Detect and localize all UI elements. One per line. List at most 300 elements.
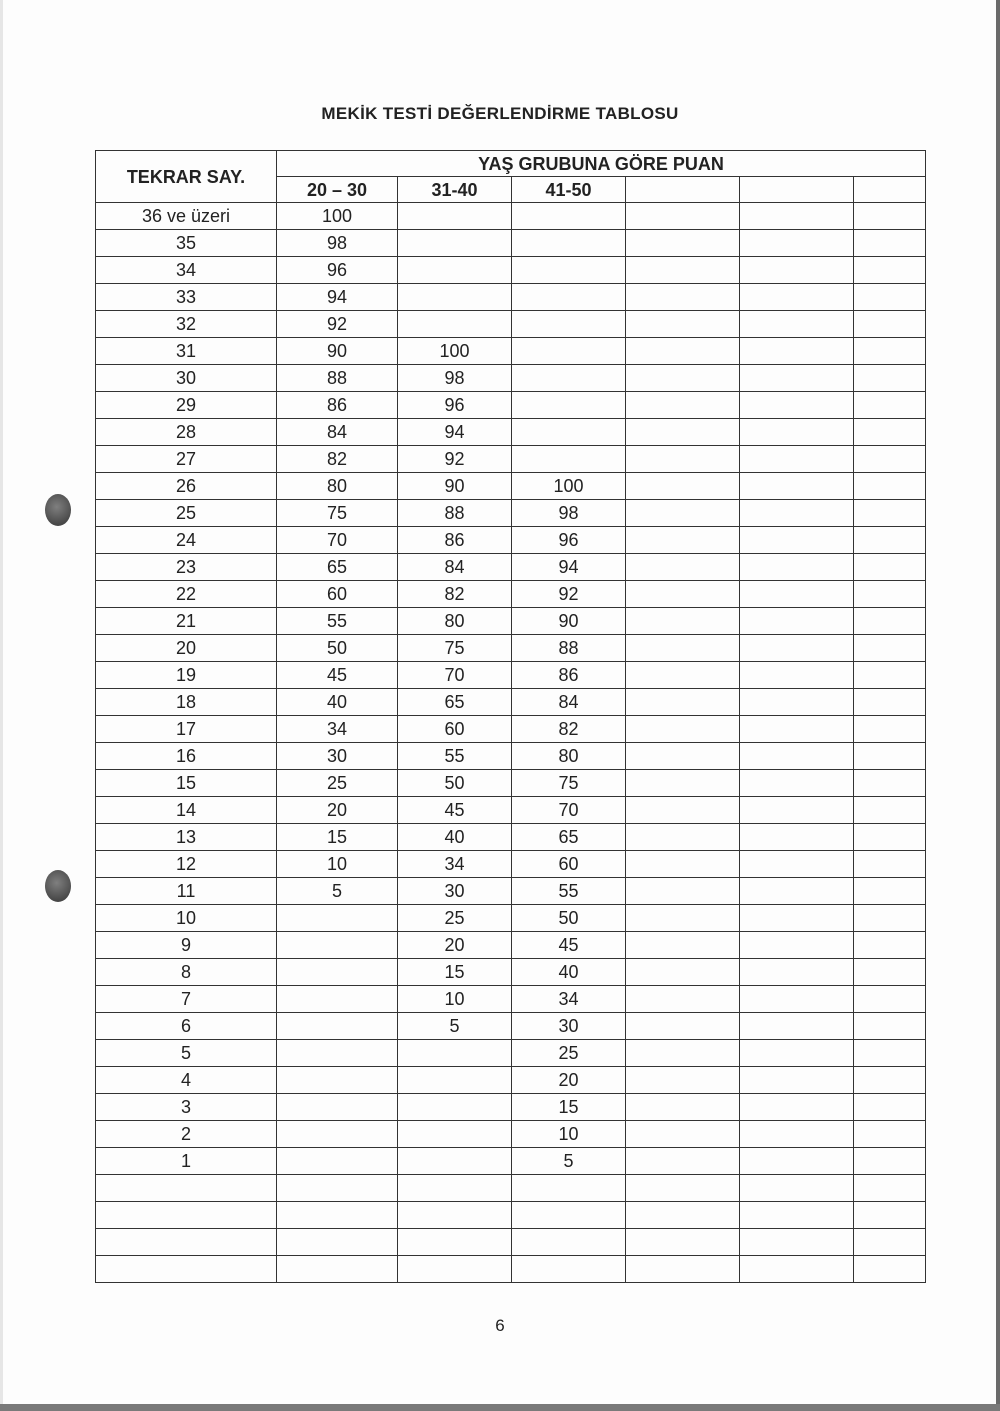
repetition-cell	[96, 1202, 277, 1229]
table-row	[96, 905, 926, 932]
score-cell: 40	[398, 824, 512, 851]
repetition-cell: 19	[96, 662, 277, 689]
repetition-cell: 33	[96, 284, 277, 311]
score-cell: 92	[277, 311, 398, 338]
score-cell	[512, 230, 626, 257]
table-row	[96, 257, 926, 284]
score-cell: 25	[277, 770, 398, 797]
score-cell	[740, 1175, 854, 1202]
score-cell	[512, 1175, 626, 1202]
score-cell: 80	[512, 743, 626, 770]
score-cell: 94	[512, 554, 626, 581]
score-cell	[398, 284, 512, 311]
score-cell	[626, 743, 740, 770]
table-row	[96, 581, 926, 608]
score-cell	[277, 1202, 398, 1229]
score-cell: 60	[398, 716, 512, 743]
score-cell: 88	[512, 635, 626, 662]
score-cell: 60	[512, 851, 626, 878]
score-cell	[740, 257, 854, 284]
score-cell	[740, 365, 854, 392]
score-cell	[740, 230, 854, 257]
score-cell	[512, 392, 626, 419]
score-cell	[854, 743, 926, 770]
score-cell	[854, 230, 926, 257]
score-cell: 30	[398, 878, 512, 905]
repetition-cell: 34	[96, 257, 277, 284]
score-cell: 10	[398, 986, 512, 1013]
score-cell	[512, 419, 626, 446]
table-row	[96, 1040, 926, 1067]
table-row	[96, 959, 926, 986]
score-cell	[854, 257, 926, 284]
score-cell	[626, 851, 740, 878]
table-row	[96, 554, 926, 581]
score-cell	[854, 1040, 926, 1067]
score-cell	[740, 284, 854, 311]
score-cell	[740, 851, 854, 878]
score-cell: 82	[398, 581, 512, 608]
score-cell	[854, 1229, 926, 1256]
score-cell: 30	[277, 743, 398, 770]
repetition-cell: 12	[96, 851, 277, 878]
score-cell: 94	[277, 284, 398, 311]
page-title: MEKİK TESTİ DEĞERLENDİRME TABLOSU	[321, 104, 679, 123]
table-row	[96, 338, 926, 365]
score-cell: 34	[398, 851, 512, 878]
score-cell	[740, 1067, 854, 1094]
repetition-cell	[96, 1229, 277, 1256]
table-row	[96, 446, 926, 473]
score-cell	[854, 959, 926, 986]
score-cell	[740, 959, 854, 986]
repetition-cell: 23	[96, 554, 277, 581]
score-cell: 34	[277, 716, 398, 743]
score-cell	[854, 446, 926, 473]
score-cell: 40	[512, 959, 626, 986]
score-cell	[626, 1094, 740, 1121]
score-cell: 80	[277, 473, 398, 500]
table-row	[96, 365, 926, 392]
score-cell	[398, 1256, 512, 1283]
score-cell	[398, 311, 512, 338]
score-cell	[740, 770, 854, 797]
score-cell: 75	[398, 635, 512, 662]
score-cell	[740, 986, 854, 1013]
score-cell	[626, 986, 740, 1013]
repetition-cell: 14	[96, 797, 277, 824]
score-cell	[740, 527, 854, 554]
score-cell	[854, 527, 926, 554]
score-cell	[626, 1121, 740, 1148]
score-cell: 20	[398, 932, 512, 959]
score-cell	[277, 1094, 398, 1121]
score-cell	[626, 473, 740, 500]
score-cell: 70	[398, 662, 512, 689]
score-cell	[740, 1013, 854, 1040]
score-cell	[277, 1229, 398, 1256]
score-cell	[512, 338, 626, 365]
score-cell: 70	[277, 527, 398, 554]
score-cell	[854, 824, 926, 851]
score-cell	[854, 770, 926, 797]
score-cell: 100	[277, 203, 398, 230]
score-cell: 86	[277, 392, 398, 419]
score-cell	[626, 1175, 740, 1202]
score-cell	[854, 554, 926, 581]
repetition-cell: 4	[96, 1067, 277, 1094]
score-cell	[398, 1067, 512, 1094]
score-cell: 86	[398, 527, 512, 554]
score-cell	[854, 1094, 926, 1121]
score-cell: 34	[512, 986, 626, 1013]
repetition-cell: 3	[96, 1094, 277, 1121]
score-cell	[854, 1256, 926, 1283]
repetition-cell: 32	[96, 311, 277, 338]
table-row	[96, 797, 926, 824]
score-cell	[854, 311, 926, 338]
score-cell	[398, 1148, 512, 1175]
repetition-cell: 1	[96, 1148, 277, 1175]
table-row	[96, 770, 926, 797]
score-cell	[740, 392, 854, 419]
score-cell	[740, 905, 854, 932]
table-row	[96, 635, 926, 662]
score-cell	[854, 716, 926, 743]
score-cell	[626, 365, 740, 392]
score-cell	[854, 1067, 926, 1094]
score-cell	[277, 959, 398, 986]
score-cell	[740, 1229, 854, 1256]
score-cell	[626, 824, 740, 851]
repetition-cell: 22	[96, 581, 277, 608]
score-cell	[626, 284, 740, 311]
score-cell	[854, 797, 926, 824]
score-cell	[854, 203, 926, 230]
table-row	[96, 608, 926, 635]
score-cell: 96	[398, 392, 512, 419]
score-cell	[740, 635, 854, 662]
score-cell	[277, 1121, 398, 1148]
score-cell	[740, 1202, 854, 1229]
score-cell	[854, 608, 926, 635]
table-row	[96, 473, 926, 500]
score-cell	[740, 716, 854, 743]
table-row	[96, 1121, 926, 1148]
score-cell: 75	[277, 500, 398, 527]
score-cell	[398, 1040, 512, 1067]
age-column-6	[854, 177, 926, 203]
repetition-cell: 20	[96, 635, 277, 662]
age-column-4	[626, 177, 740, 203]
score-cell	[626, 1067, 740, 1094]
repetition-cell: 36 ve üzeri	[96, 203, 277, 230]
repetition-cell: 27	[96, 446, 277, 473]
score-cell	[740, 824, 854, 851]
table-row	[96, 230, 926, 257]
score-cell: 86	[512, 662, 626, 689]
score-cell	[740, 473, 854, 500]
repetition-cell: 16	[96, 743, 277, 770]
score-cell	[512, 1202, 626, 1229]
score-cell	[854, 338, 926, 365]
score-cell	[398, 1202, 512, 1229]
score-cell	[740, 446, 854, 473]
repetition-cell: 15	[96, 770, 277, 797]
score-cell	[626, 311, 740, 338]
score-cell	[740, 338, 854, 365]
score-cell	[626, 1229, 740, 1256]
score-cell	[626, 392, 740, 419]
score-cell	[626, 959, 740, 986]
score-cell: 65	[512, 824, 626, 851]
evaluation-table	[95, 150, 926, 1283]
score-cell	[626, 662, 740, 689]
score-cell: 96	[512, 527, 626, 554]
repetition-cell: 24	[96, 527, 277, 554]
score-cell	[854, 986, 926, 1013]
score-cell	[398, 203, 512, 230]
score-cell	[512, 203, 626, 230]
score-cell	[512, 1229, 626, 1256]
score-cell	[626, 446, 740, 473]
score-cell	[626, 1040, 740, 1067]
table-row	[96, 284, 926, 311]
score-cell	[854, 284, 926, 311]
score-cell: 45	[277, 662, 398, 689]
table-row	[96, 311, 926, 338]
score-cell: 50	[398, 770, 512, 797]
score-cell	[512, 311, 626, 338]
score-cell	[626, 203, 740, 230]
age-column-1: 20 – 30	[277, 177, 398, 203]
score-cell: 65	[398, 689, 512, 716]
score-cell	[740, 878, 854, 905]
score-cell: 20	[277, 797, 398, 824]
score-cell: 100	[398, 338, 512, 365]
table-row	[96, 743, 926, 770]
score-cell: 90	[277, 338, 398, 365]
score-cell	[740, 1094, 854, 1121]
score-cell	[398, 1121, 512, 1148]
score-cell	[740, 311, 854, 338]
score-cell	[854, 1202, 926, 1229]
score-cell	[854, 473, 926, 500]
table-row	[96, 203, 926, 230]
score-cell	[854, 851, 926, 878]
repetition-cell: 9	[96, 932, 277, 959]
score-cell: 25	[398, 905, 512, 932]
score-cell	[854, 662, 926, 689]
score-cell: 75	[512, 770, 626, 797]
score-cell	[626, 1202, 740, 1229]
score-cell: 82	[277, 446, 398, 473]
score-cell	[277, 986, 398, 1013]
score-cell: 60	[277, 581, 398, 608]
score-cell: 15	[398, 959, 512, 986]
repetition-cell: 5	[96, 1040, 277, 1067]
score-cell: 15	[277, 824, 398, 851]
score-cell: 30	[512, 1013, 626, 1040]
table-row	[96, 986, 926, 1013]
punch-hole-bottom	[45, 870, 71, 902]
score-cell: 5	[277, 878, 398, 905]
score-cell: 98	[277, 230, 398, 257]
score-cell: 100	[512, 473, 626, 500]
score-cell: 5	[398, 1013, 512, 1040]
score-cell: 92	[512, 581, 626, 608]
table-row	[96, 1175, 926, 1202]
score-cell: 98	[398, 365, 512, 392]
table-header	[96, 151, 926, 203]
repetition-cell: 25	[96, 500, 277, 527]
score-cell	[626, 500, 740, 527]
repetition-cell: 6	[96, 1013, 277, 1040]
score-cell	[740, 608, 854, 635]
score-cell	[854, 1121, 926, 1148]
score-cell	[626, 554, 740, 581]
score-cell: 45	[512, 932, 626, 959]
score-cell	[854, 905, 926, 932]
score-cell: 40	[277, 689, 398, 716]
score-cell	[626, 689, 740, 716]
table-row	[96, 689, 926, 716]
score-cell	[626, 527, 740, 554]
score-cell: 45	[398, 797, 512, 824]
score-cell	[740, 689, 854, 716]
score-cell	[740, 1148, 854, 1175]
score-cell	[626, 1148, 740, 1175]
table-row	[96, 500, 926, 527]
score-cell	[512, 446, 626, 473]
score-cell: 90	[512, 608, 626, 635]
repetition-cell: 7	[96, 986, 277, 1013]
page-right-edge	[996, 0, 1000, 1411]
score-cell	[854, 1013, 926, 1040]
score-cell	[854, 392, 926, 419]
score-cell: 55	[512, 878, 626, 905]
score-cell: 65	[277, 554, 398, 581]
score-cell	[854, 689, 926, 716]
score-cell	[626, 635, 740, 662]
table-row	[96, 1094, 926, 1121]
table-body	[96, 203, 926, 1283]
score-cell: 55	[277, 608, 398, 635]
score-cell: 84	[398, 554, 512, 581]
score-cell	[854, 500, 926, 527]
repetition-cell: 13	[96, 824, 277, 851]
score-cell	[626, 1256, 740, 1283]
score-cell	[398, 1229, 512, 1256]
score-cell	[277, 1256, 398, 1283]
table-row	[96, 851, 926, 878]
score-cell	[854, 365, 926, 392]
score-cell: 94	[398, 419, 512, 446]
page-number: 6	[495, 1316, 505, 1335]
repetition-cell: 11	[96, 878, 277, 905]
score-cell	[740, 203, 854, 230]
table-row	[96, 1256, 926, 1283]
repetition-cell: 26	[96, 473, 277, 500]
score-cell	[626, 257, 740, 284]
score-cell	[512, 257, 626, 284]
score-cell: 90	[398, 473, 512, 500]
repetition-cell: 2	[96, 1121, 277, 1148]
score-cell	[277, 932, 398, 959]
score-cell	[854, 932, 926, 959]
score-cell	[740, 797, 854, 824]
table-row	[96, 824, 926, 851]
score-cell	[626, 797, 740, 824]
score-cell: 5	[512, 1148, 626, 1175]
repetition-cell: 10	[96, 905, 277, 932]
score-cell	[854, 635, 926, 662]
score-cell	[626, 1013, 740, 1040]
table-row	[96, 419, 926, 446]
score-cell	[626, 581, 740, 608]
score-cell: 92	[398, 446, 512, 473]
score-cell	[512, 365, 626, 392]
score-cell	[398, 257, 512, 284]
score-cell	[626, 770, 740, 797]
score-cell: 80	[398, 608, 512, 635]
score-cell	[740, 419, 854, 446]
table-row	[96, 932, 926, 959]
score-cell	[626, 905, 740, 932]
score-cell: 82	[512, 716, 626, 743]
repetition-cell: 8	[96, 959, 277, 986]
age-column-2: 31-40	[398, 177, 512, 203]
score-cell	[740, 932, 854, 959]
score-cell	[740, 581, 854, 608]
table-row	[96, 716, 926, 743]
repetition-cell: 17	[96, 716, 277, 743]
score-cell	[277, 905, 398, 932]
score-cell	[626, 230, 740, 257]
score-cell: 50	[277, 635, 398, 662]
repetition-cell: 21	[96, 608, 277, 635]
score-cell: 20	[512, 1067, 626, 1094]
score-cell	[740, 662, 854, 689]
score-cell	[854, 1175, 926, 1202]
score-cell: 10	[277, 851, 398, 878]
repetition-cell: 31	[96, 338, 277, 365]
score-cell	[854, 581, 926, 608]
repetition-cell	[96, 1256, 277, 1283]
score-cell: 88	[398, 500, 512, 527]
score-cell	[277, 1175, 398, 1202]
score-cell: 84	[277, 419, 398, 446]
score-cell: 88	[277, 365, 398, 392]
score-cell	[740, 500, 854, 527]
score-cell: 25	[512, 1040, 626, 1067]
tekrar-header: TEKRAR SAY.	[96, 151, 277, 203]
score-cell	[512, 1256, 626, 1283]
score-cell	[626, 419, 740, 446]
score-cell	[626, 716, 740, 743]
repetition-cell	[96, 1175, 277, 1202]
score-cell	[277, 1148, 398, 1175]
score-cell	[398, 1094, 512, 1121]
age-group-header: YAŞ GRUBUNA GÖRE PUAN	[277, 151, 926, 177]
repetition-cell: 29	[96, 392, 277, 419]
score-cell	[740, 1256, 854, 1283]
table-row	[96, 1148, 926, 1175]
score-cell	[277, 1040, 398, 1067]
score-cell	[626, 878, 740, 905]
score-cell	[512, 284, 626, 311]
table-row	[96, 1202, 926, 1229]
